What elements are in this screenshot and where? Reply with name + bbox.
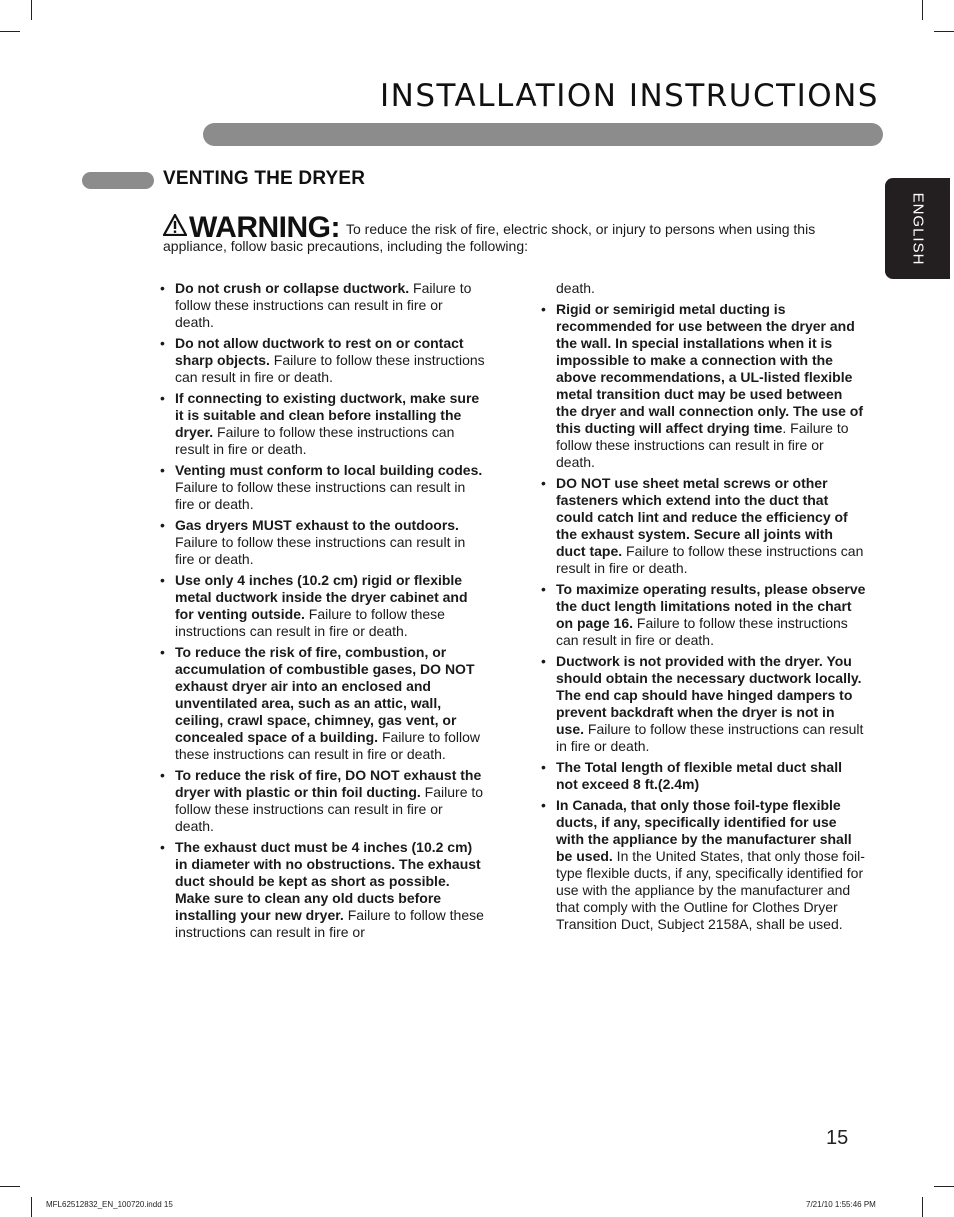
list-item: • Use only 4 inches (10.2 cm) rigid or flexible metal ductwork inside the dryer cabinet and for venting outside. Failure to follow these instructions can result in fire or death. [160,572,468,639]
list-item: • Ductwork is not provided with the dryer. You should obtain the necessary ductwork locally. The end cap should have hinged dampers to prevent backdraft when the dryer is not in use. Failure to follow these instructions can result in fire or death. [541,653,864,754]
list-item: • Rigid or semirigid metal ducting is recommended for use between the dryer and the wall. In special installations when it is impossible to make a connection with the above recommendations, a UL-listed flexible metal transition duct may be used between the dryer and wall connection only. The use of this ducting will affect drying time. Failure to follow these instructions can result in fire or death. [541,301,864,470]
section-title: VENTING THE DRYER [163,168,366,189]
warning-text-line1: To reduce the risk of fire, electric shock, or injury to persons when using this [345,221,816,237]
warning-icon [163,214,187,236]
right-column [541,280,866,937]
crop-mark [31,0,32,20]
list-item: • Venting must conform to local building codes. Failure to follow these instructions can result in fire or death. [160,462,483,512]
list-item: • If connecting to existing ductwork, make sure it is suitable and clean before installing the dryer. Failure to follow these instructions can result in fire or death. [160,390,480,457]
page-title: INSTALLATION INSTRUCTIONS [380,78,879,114]
language-tab-label: ENGLISH [909,192,926,265]
crop-mark [934,31,954,32]
footer-timestamp: 7/21/10 1:55:46 PM [806,1200,876,1209]
list-item: • To maximize operating results, please observe the duct length limitations noted in the chart on page 16. Failure to follow these instructions can result in fire or death. [541,581,866,648]
crop-mark [922,1197,923,1217]
crop-mark [934,1186,954,1187]
list-item: • To reduce the risk of fire, DO NOT exhaust the dryer with plastic or thin foil ducting. Failure to follow these instructions can result in fire or death. [160,767,484,834]
list-item: • The exhaust duct must be 4 inches (10.2 cm) in diameter with no obstructions. The exhaust duct should be kept as short as possible. Make sure to clean any old ducts before installing your new dryer. Failure to follow these instructions can result in fire or [160,839,484,940]
page-number: 15 [826,1127,849,1149]
list-item: • In Canada, that only those foil-type flexible ducts, if any, specifically identified for use with the appliance by the manufacturer shall be used. In the United States, that only those foil-type flexible ducts, if any, specifically identified for use with the appliance by the manufacturer and that comply with the Outline for Clothes Dryer Transition Duct, Subject 2158A, shall be used. [541,797,865,932]
section-pill [82,172,154,189]
warning-block [163,211,863,255]
title-bar [203,123,883,146]
crop-mark [0,1186,20,1187]
list-item: • To reduce the risk of fire, combustion, or accumulation of combustible gases, DO NOT exhaust dryer air into an enclosed and unventilated area, such as an attic, wall, ceiling, crawl space, chimney, gas vent, or concealed space of a building. Failure to follow these instructions can result in fire or death. [160,644,480,762]
warning-label: WARNING: [189,211,340,244]
left-column [160,280,485,945]
list-item: • Gas dryers MUST exhaust to the outdoors. Failure to follow these instructions can result in fire or death. [160,517,466,567]
list-item: • Do not crush or collapse ductwork. Failure to follow these instructions can result in fire or death. [160,280,472,330]
footer-file: MFL62512832_EN_100720.indd 15 [46,1200,173,1209]
list-item: • The Total length of flexible metal duct shall not exceed 8 ft.(2.4m) [541,759,842,792]
language-tab [885,178,950,279]
crop-mark [922,0,923,20]
continued-text: death. [556,280,595,296]
list-item: • DO NOT use sheet metal screws or other fasteners which extend into the duct that could catch lint and reduce the efficiency of the exhaust system. Secure all joints with duct tape. Failure to follow these instructions can result in fire or death. [541,475,864,576]
list-item: • Do not allow ductwork to rest on or contact sharp objects. Failure to follow these instructions can result in fire or death. [160,335,485,385]
crop-mark [31,1197,32,1217]
crop-mark [0,31,20,32]
warning-text-line2: appliance, follow basic precautions, including the following: [163,238,528,254]
